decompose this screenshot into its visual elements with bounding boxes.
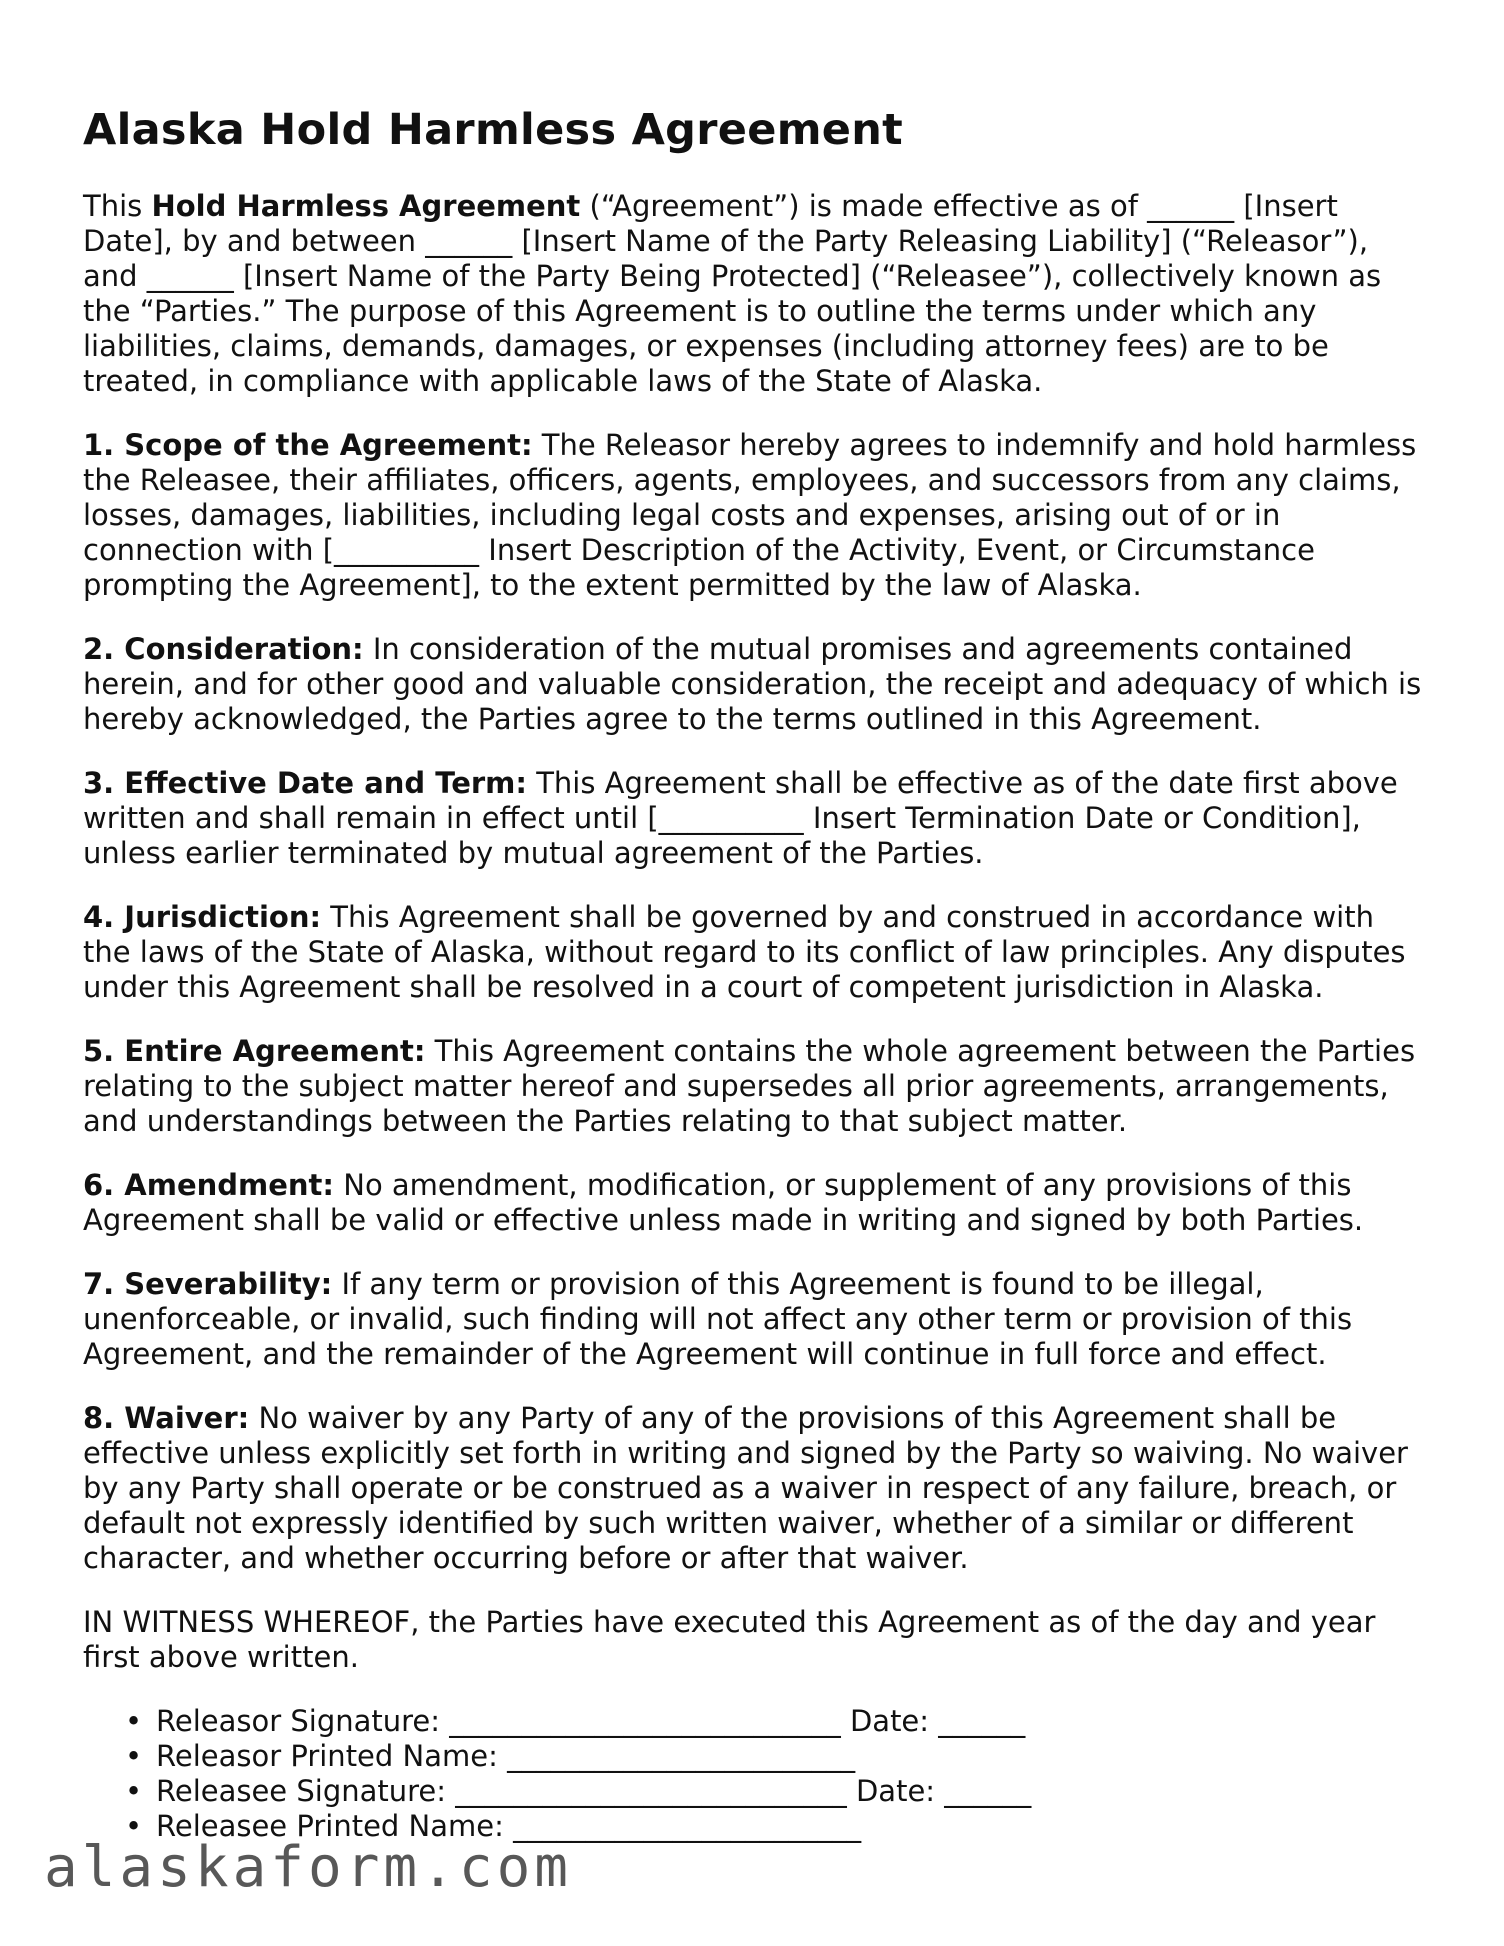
intro-paragraph	[83, 189, 1428, 399]
intro-lead: This	[83, 189, 152, 223]
signature-list	[83, 1704, 1428, 1844]
section-heading: 4. Jurisdiction:	[83, 900, 322, 934]
witness-paragraph: IN WITNESS WHEREOF, the Parties have executed this Agreement as of the day and year first above written.	[83, 1605, 1376, 1674]
document-title: Alaska Hold Harmless Agreement	[83, 105, 904, 155]
section-severability	[83, 1267, 1428, 1372]
signature-line-text: Releasor Printed Name: ________________________	[156, 1739, 856, 1773]
section-scope	[83, 428, 1428, 603]
signature-line-text: Releasor Signature: ___________________________ Date: ______	[156, 1704, 1026, 1738]
bullet-icon: •	[125, 1739, 143, 1773]
section-text: In consideration of the mutual promises and agreements contained herein, and for other good and valuable consideration, the receipt and adequacy of which is hereby acknowledged, the Parties agree to the terms outlined in this Agreement.	[83, 632, 1422, 736]
section-text: This Agreement contains the whole agreement between the Parties relating to the subject matter hereof and supersedes all prior agreements, arrangements, and understandings between the Parties relating to that subject matter.	[83, 1034, 1416, 1138]
section-text: If any term or provision of this Agreement is found to be illegal, unenforceable, or invalid, such finding will not affect any other term or provision of this Agreement, and the remainder of the Agreement will continue in full force and effect.	[83, 1267, 1353, 1371]
section-jurisdiction	[83, 900, 1428, 1005]
section-effective-date	[83, 766, 1428, 871]
signature-line-text: Releasee Signature: ___________________________ Date: ______	[156, 1774, 1032, 1808]
signature-line-releasor-name	[125, 1739, 1428, 1774]
section-heading: 1. Scope of the Agreement:	[83, 428, 533, 462]
document-page	[83, 98, 1428, 1844]
section-heading: 7. Severability:	[83, 1267, 333, 1301]
section-heading: 2. Consideration:	[83, 632, 364, 666]
bullet-icon: •	[125, 1774, 143, 1808]
section-text: This Agreement shall be governed by and construed in accordance with the laws of the State of Alaska, without regard to its conflict of law principles. Any disputes under this Agreement shall be resolved in a court of competent jurisdiction in Alaska.	[83, 900, 1406, 1004]
site-watermark: alaskaform.com	[44, 1835, 573, 1900]
intro-bold-term: Hold Harmless Agreement	[151, 189, 581, 223]
section-text: No waiver by any Party of any of the provisions of this Agreement shall be effective unless explicitly set forth in writing and signed by the Party so waiving. No waiver by any Party shall operate or be construed as a waiver in respect of any failure, breach, or default not expressly identified by such written waiver, whether of a similar or different character, and whether occurring before or after that waiver.	[83, 1401, 1408, 1575]
intro-rest: (“Agreement”) is made effective as of ______ [Insert Date], by and between ______ [Insert Name of the Party Releasing Liability] (“Releasor”), and ______ [Insert Name of the Party Being Protected] (“Releasee”), collectively known as the “Parties.” The purpose of this Agreement is to outline the terms under which any liabilities, claims, demands, damages, or expenses (including attorney fees) are to be treated, in compliance with applicable laws of the State of Alaska.	[83, 189, 1382, 398]
section-entire-agreement	[83, 1034, 1428, 1139]
section-heading: 8. Waiver:	[83, 1401, 250, 1435]
section-consideration	[83, 632, 1428, 737]
section-text: The Releasor hereby agrees to indemnify and hold harmless the Releasee, their affiliates, officers, agents, employees, and successors from any claims, losses, damages, liabilities, including legal costs and expenses, arising out of or in connection with [__________ Insert Description of the Activity, Event, or Circumstance prompting the Agreement], to the extent permitted by the law of Alaska.	[83, 428, 1417, 602]
section-text: This Agreement shall be effective as of the date first above written and shall remain in effect until [__________ Insert Termination Date or Condition], unless earlier terminated by mutual agreement of the Parties.	[83, 766, 1398, 870]
section-text: No amendment, modification, or supplement of any provisions of this Agreement shall be valid or effective unless made in writing and signed by both Parties.	[83, 1168, 1364, 1237]
signature-line-text: Releasee Printed Name: ________________________	[156, 1809, 862, 1843]
bullet-icon: •	[125, 1809, 143, 1843]
signature-line-releasor-signature	[125, 1704, 1428, 1739]
section-heading: 3. Effective Date and Term:	[83, 766, 527, 800]
section-waiver	[83, 1401, 1428, 1576]
section-amendment	[83, 1168, 1428, 1238]
bullet-icon: •	[125, 1704, 143, 1738]
signature-line-releasee-signature	[125, 1774, 1428, 1809]
section-heading: 5. Entire Agreement:	[83, 1034, 426, 1068]
section-heading: 6. Amendment:	[83, 1168, 335, 1202]
